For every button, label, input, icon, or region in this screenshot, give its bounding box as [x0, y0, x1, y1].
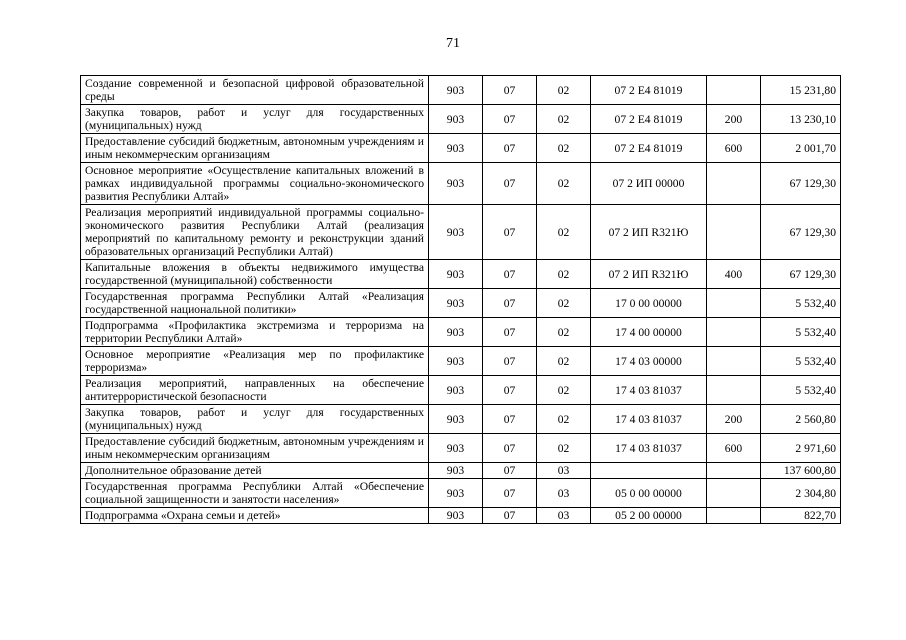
row-name-cell: Реализация мероприятий индивидуальной программы социально-экономического развития Республики Алтай (реализация мероприятий по капитальному ремонту и реконструкции зданий образовательных организаций Республики Алтай) — [81, 205, 429, 260]
row-section-cell: 07 — [483, 318, 537, 347]
table-row — [81, 260, 841, 289]
row-name-cell: Государственная программа Республики Алтай «Реализация государственной национальной политики» — [81, 289, 429, 318]
row-target-article-cell: 17 4 03 81037 — [591, 376, 707, 405]
row-grbs-cell: 903 — [429, 508, 483, 524]
row-target-article-cell: 17 4 03 81037 — [591, 434, 707, 463]
table-row — [81, 289, 841, 318]
row-section-cell: 07 — [483, 163, 537, 205]
row-amount-cell: 5 532,40 — [761, 347, 841, 376]
row-grbs-cell: 903 — [429, 405, 483, 434]
row-name-cell: Основное мероприятие «Осуществление капитальных вложений в рамках индивидуальной программы социально-экономического развития Республики Алтай» — [81, 163, 429, 205]
table-row — [81, 434, 841, 463]
row-name-cell: Дополнительное образование детей — [81, 463, 429, 479]
row-amount-cell: 67 129,30 — [761, 163, 841, 205]
row-target-article-cell: 07 2 Е4 81019 — [591, 105, 707, 134]
row-expense-type-cell: 200 — [707, 105, 761, 134]
row-grbs-cell: 903 — [429, 376, 483, 405]
row-amount-cell: 2 001,70 — [761, 134, 841, 163]
row-expense-type-cell — [707, 76, 761, 105]
row-target-article-cell — [591, 463, 707, 479]
row-subsection-cell: 02 — [537, 105, 591, 134]
budget-table — [80, 75, 841, 524]
row-subsection-cell: 03 — [537, 463, 591, 479]
row-section-cell: 07 — [483, 205, 537, 260]
row-expense-type-cell — [707, 508, 761, 524]
row-section-cell: 07 — [483, 508, 537, 524]
row-name-cell: Реализация мероприятий, направленных на обеспечение антитеррористической безопасности — [81, 376, 429, 405]
row-target-article-cell: 05 2 00 00000 — [591, 508, 707, 524]
row-subsection-cell: 02 — [537, 260, 591, 289]
budget-table-body — [81, 76, 841, 524]
row-grbs-cell: 903 — [429, 163, 483, 205]
row-name-cell: Подпрограмма «Профилактика экстремизма и терроризма на территории Республики Алтай» — [81, 318, 429, 347]
row-subsection-cell: 02 — [537, 134, 591, 163]
row-expense-type-cell — [707, 376, 761, 405]
table-row — [81, 163, 841, 205]
row-amount-cell: 15 231,80 — [761, 76, 841, 105]
table-row — [81, 318, 841, 347]
row-section-cell: 07 — [483, 76, 537, 105]
row-section-cell: 07 — [483, 105, 537, 134]
row-grbs-cell: 903 — [429, 105, 483, 134]
row-subsection-cell: 02 — [537, 205, 591, 260]
row-target-article-cell: 07 2 Е4 81019 — [591, 134, 707, 163]
row-subsection-cell: 03 — [537, 508, 591, 524]
row-subsection-cell: 02 — [537, 434, 591, 463]
table-row — [81, 405, 841, 434]
row-section-cell: 07 — [483, 434, 537, 463]
row-amount-cell: 67 129,30 — [761, 260, 841, 289]
table-row — [81, 479, 841, 508]
row-grbs-cell: 903 — [429, 260, 483, 289]
row-amount-cell: 2 560,80 — [761, 405, 841, 434]
row-subsection-cell: 03 — [537, 479, 591, 508]
row-section-cell: 07 — [483, 289, 537, 318]
row-grbs-cell: 903 — [429, 434, 483, 463]
row-name-cell: Государственная программа Республики Алтай «Обеспечение социальной защищенности и занятости населения» — [81, 479, 429, 508]
page-number: 71 — [446, 36, 460, 51]
row-grbs-cell: 903 — [429, 347, 483, 376]
row-grbs-cell: 903 — [429, 463, 483, 479]
row-subsection-cell: 02 — [537, 405, 591, 434]
table-row — [81, 463, 841, 479]
row-expense-type-cell: 400 — [707, 260, 761, 289]
row-expense-type-cell: 200 — [707, 405, 761, 434]
row-name-cell: Основное мероприятие «Реализация мер по профилактике терроризма» — [81, 347, 429, 376]
row-name-cell: Закупка товаров, работ и услуг для государственных (муниципальных) нужд — [81, 105, 429, 134]
row-name-cell: Капитальные вложения в объекты недвижимого имущества государственной (муниципальной) собственности — [81, 260, 429, 289]
row-expense-type-cell: 600 — [707, 434, 761, 463]
row-grbs-cell: 903 — [429, 289, 483, 318]
row-grbs-cell: 903 — [429, 318, 483, 347]
row-expense-type-cell: 600 — [707, 134, 761, 163]
table-row — [81, 134, 841, 163]
row-section-cell: 07 — [483, 347, 537, 376]
row-expense-type-cell — [707, 163, 761, 205]
row-name-cell: Подпрограмма «Охрана семьи и детей» — [81, 508, 429, 524]
row-amount-cell: 5 532,40 — [761, 376, 841, 405]
row-target-article-cell: 07 2 ИП R321Ю — [591, 205, 707, 260]
row-name-cell: Создание современной и безопасной цифровой образовательной среды — [81, 76, 429, 105]
row-subsection-cell: 02 — [537, 376, 591, 405]
row-grbs-cell: 903 — [429, 76, 483, 105]
row-subsection-cell: 02 — [537, 76, 591, 105]
row-expense-type-cell — [707, 205, 761, 260]
row-expense-type-cell — [707, 289, 761, 318]
table-row — [81, 76, 841, 105]
row-grbs-cell: 903 — [429, 134, 483, 163]
table-row — [81, 508, 841, 524]
row-target-article-cell: 17 0 00 00000 — [591, 289, 707, 318]
row-amount-cell: 2 971,60 — [761, 434, 841, 463]
row-target-article-cell: 07 2 Е4 81019 — [591, 76, 707, 105]
table-row — [81, 347, 841, 376]
row-subsection-cell: 02 — [537, 347, 591, 376]
row-expense-type-cell — [707, 479, 761, 508]
table-row — [81, 205, 841, 260]
row-amount-cell: 822,70 — [761, 508, 841, 524]
row-section-cell: 07 — [483, 479, 537, 508]
row-name-cell: Предоставление субсидий бюджетным, автономным учреждениям и иным некоммерческим организациям — [81, 434, 429, 463]
row-section-cell: 07 — [483, 134, 537, 163]
row-name-cell: Закупка товаров, работ и услуг для государственных (муниципальных) нужд — [81, 405, 429, 434]
row-target-article-cell: 05 0 00 00000 — [591, 479, 707, 508]
row-amount-cell: 5 532,40 — [761, 289, 841, 318]
row-target-article-cell: 17 4 00 00000 — [591, 318, 707, 347]
row-expense-type-cell — [707, 318, 761, 347]
table-row — [81, 376, 841, 405]
row-section-cell: 07 — [483, 260, 537, 289]
row-section-cell: 07 — [483, 376, 537, 405]
row-amount-cell: 5 532,40 — [761, 318, 841, 347]
table-row — [81, 105, 841, 134]
row-section-cell: 07 — [483, 463, 537, 479]
row-amount-cell: 13 230,10 — [761, 105, 841, 134]
row-subsection-cell: 02 — [537, 318, 591, 347]
row-amount-cell: 67 129,30 — [761, 205, 841, 260]
row-target-article-cell: 17 4 03 81037 — [591, 405, 707, 434]
row-subsection-cell: 02 — [537, 289, 591, 318]
row-grbs-cell: 903 — [429, 479, 483, 508]
row-target-article-cell: 17 4 03 00000 — [591, 347, 707, 376]
row-amount-cell: 2 304,80 — [761, 479, 841, 508]
row-subsection-cell: 02 — [537, 163, 591, 205]
row-amount-cell: 137 600,80 — [761, 463, 841, 479]
row-section-cell: 07 — [483, 405, 537, 434]
row-target-article-cell: 07 2 ИП R321Ю — [591, 260, 707, 289]
row-target-article-cell: 07 2 ИП 00000 — [591, 163, 707, 205]
row-expense-type-cell — [707, 463, 761, 479]
row-expense-type-cell — [707, 347, 761, 376]
row-grbs-cell: 903 — [429, 205, 483, 260]
row-name-cell: Предоставление субсидий бюджетным, автономным учреждениям и иным некоммерческим организациям — [81, 134, 429, 163]
